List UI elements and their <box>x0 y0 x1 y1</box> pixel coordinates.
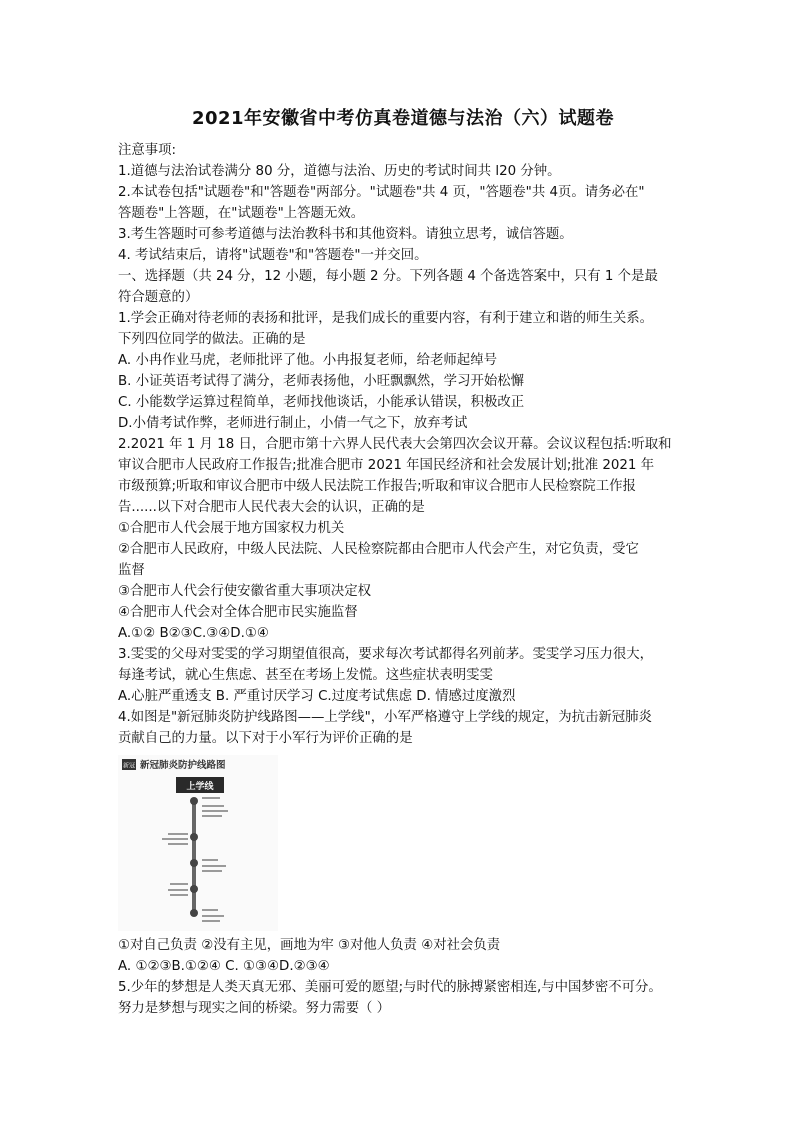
question-3-stem: 3.雯雯的父母对雯雯的学习期望值很高，要求每次考试都得名列前茅。雯雯学习压力很大， <box>118 647 654 662</box>
question-1-stem: 下列四位同学的做法。正确的是 <box>118 332 306 347</box>
question-1-stem: 1.学会正确对待老师的表扬和批评，是我们成长的重要内容，有利于建立和谐的师生关系。 <box>118 311 654 326</box>
route-stop <box>190 833 198 841</box>
question-2-statement: ①合肥市人代会展于地方国家权力机关 <box>118 521 345 536</box>
question-2-stem: 2.2021 年 1 月 18 日，合肥市第十六界人民代表大会第四次会议开幕。会议议程包括:听取和 <box>118 437 672 452</box>
route-map-image <box>118 755 278 931</box>
question-2-stem: 告......以下对合肥市人民代表大会的认识，正确的是 <box>118 500 425 515</box>
notice-line: 4. 考试结束后，请将"试题卷"和"答题卷"一并交回。 <box>118 248 428 263</box>
figure-heading: 新冠肺炎防护线路图 <box>140 760 226 771</box>
route-stop <box>190 909 198 917</box>
notice-heading: 注意事项: <box>118 143 177 158</box>
question-2-statement: ③合肥市人代会行使安徽省重大事项决定权 <box>118 584 372 599</box>
question-3-stem: 每逢考试，就心生焦虑、甚至在考场上发慌。这些症状表明雯雯 <box>118 668 493 683</box>
question-2-stem: 市级预算;听取和审议合肥市中级人民法院工作报告;听取和审议合肥市人民检察院工作报 <box>118 479 636 494</box>
question-1-option: A. 小冉作业马虎，老师批评了他。小冉报复老师，给老师起绰号 <box>118 353 497 368</box>
route-stop <box>190 859 198 867</box>
question-1-option: B. 小证英语考试得了满分，老师表扬他，小旺飘飘然，学习开始松懈 <box>118 374 525 389</box>
question-2-statement: ④合肥市人代会对全体合肥市民实施监督 <box>118 605 358 620</box>
question-4-options: A. ①②③B.①②④ C. ①③④D.②③④ <box>118 959 330 974</box>
section-heading: 一、选择题（共 24 分，12 小题，每小题 2 分。下列各题 4 个备选答案中，只有 1 个是最 <box>118 269 658 284</box>
question-2-options: A.①② B②③C.③④D.①④ <box>118 626 269 641</box>
question-5-stem: 努力是梦想与现实之间的桥梁。努力需要（ ） <box>118 1001 391 1016</box>
question-2-statement: 监督 <box>118 563 145 578</box>
question-3-options: A.心脏严重透支 B. 严重讨厌学习 C.过度考试焦虑 D. 情感过度激烈 <box>118 689 516 704</box>
route-map-figure <box>118 755 278 931</box>
notice-line: 1.道德与法治试卷满分 80 分，道德与法治、历史的考试时间共 l20 分钟。 <box>118 164 561 179</box>
question-1-option: D.小倩考试作弊，老师进行制止，小倩一气之下，放弃考试 <box>118 416 468 431</box>
notice-line: 2.本试卷包括"试题卷"和"答题卷"两部分。"试题卷"共 4 页，"答题卷"共 4页。请务必在" <box>118 185 645 200</box>
notice-line: 答题卷"上答题，在"试题卷"上答题无效。 <box>118 206 365 221</box>
route-stop <box>190 885 198 893</box>
question-2-statement: ②合肥市人民政府，中级人民法院、人民检察院都由合肥市人代会产生，对它负责，受它 <box>118 542 639 557</box>
section-heading: 符合题意的） <box>118 290 199 305</box>
question-5-stem: 5.少年的梦想是人类天真无邪、美丽可爱的愿望;与时代的脉搏紧密相连,与中国梦密不可分。 <box>118 980 662 995</box>
exam-page <box>118 104 688 1019</box>
question-4-stem: 4.如图是"新冠肺炎防护线路图——上学线"，小军严格遵守上学线的规定，为抗击新冠肺炎 <box>118 710 652 725</box>
notice-line: 3.考生答题时可参考道德与法治教科书和其他资料。请独立思考，诚信答题。 <box>118 227 573 242</box>
figure-badge: 新冠 <box>122 762 136 770</box>
route-stop <box>190 797 198 805</box>
question-1-option: C. 小能数学运算过程简单，老师找他谈话，小能承认错误，积极改正 <box>118 395 525 410</box>
question-4-statements: ①对自己负责 ②没有主见，画地为牢 ③对他人负责 ④对社会负责 <box>118 938 501 953</box>
page-title: 2021年安徽省中考仿真卷道德与法治（六）试题卷 <box>191 108 615 129</box>
question-4-stem: 贡献自己的力量。以下对于小军行为评价正确的是 <box>118 731 413 746</box>
question-2-stem: 审议合肥市人民政府工作报告;批准合肥市 2021 年国民经济和社会发展计划;批准 2021 年 <box>118 458 655 473</box>
figure-tag: 上学线 <box>186 782 214 792</box>
